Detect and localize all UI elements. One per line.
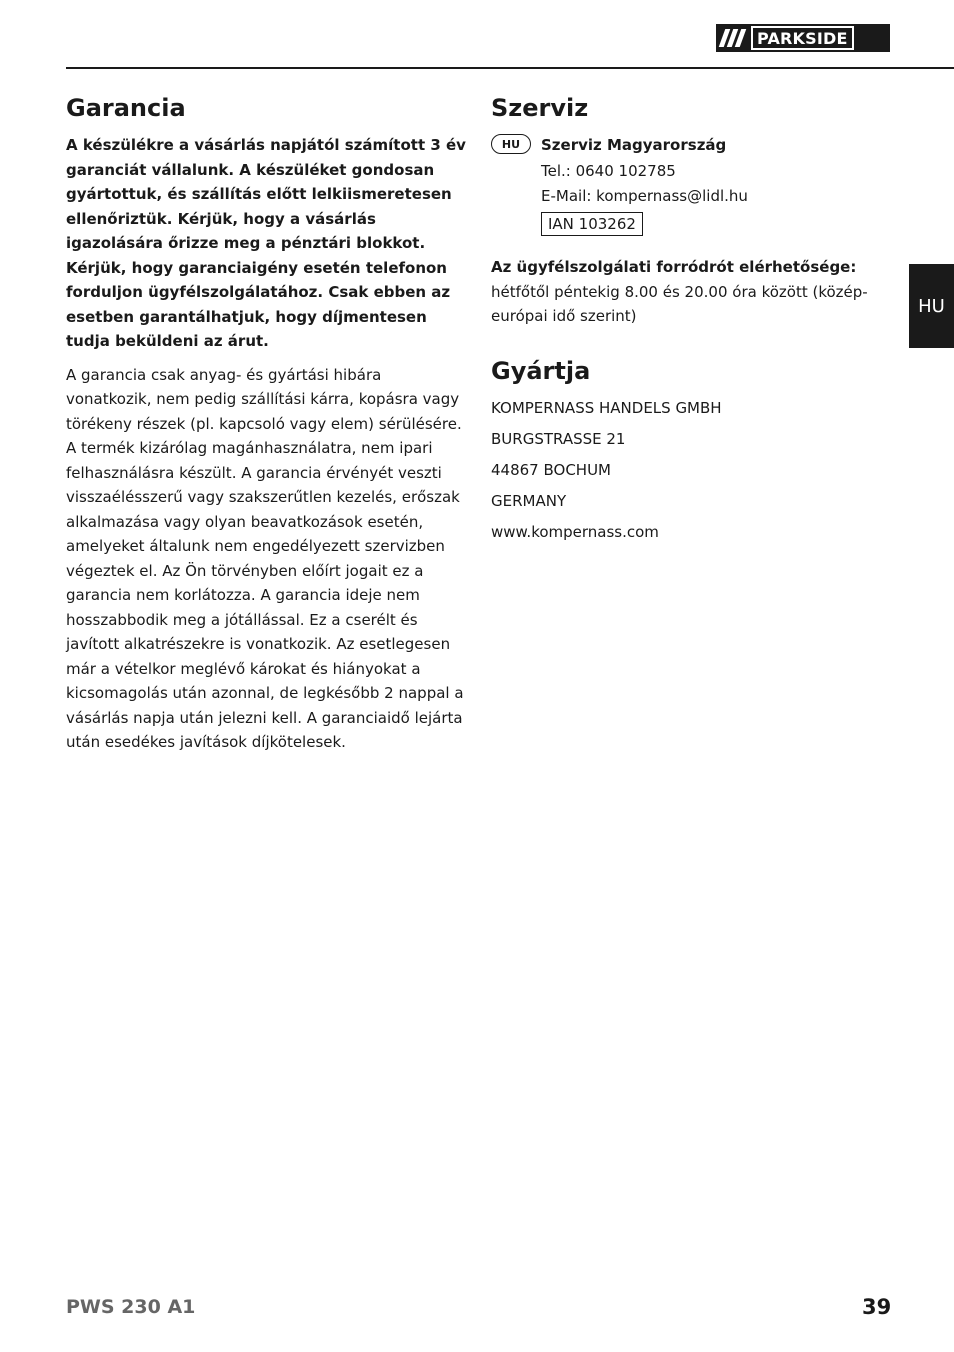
ian-box: IAN 103262 (541, 212, 643, 236)
logo-wordmark: PARKSIDE (751, 26, 854, 50)
garancia-title: Garancia (66, 94, 186, 122)
country-badge: HU (491, 134, 531, 154)
address-line: KOMPERNASS HANDELS GMBH (491, 398, 722, 417)
gyartja-title: Gyártja (491, 356, 591, 385)
service-name: Szerviz Magyarország (541, 136, 727, 154)
manufacturer-address (491, 393, 901, 548)
parkside-logo (716, 24, 890, 52)
garancia-intro: A készülékre a vásárlás napjától számított 3 év garanciát vállalunk. A készüléket gondosan gyártottuk, és szállítás előtt lelkiismeretesen ellenőriztük. Kérjük, hogy a vásárlás igazolására őrizze meg a pénztári blokkot. Kérjük, hogy garanciaigény esetén telefonon forduljon ügyfélszolgálatához. Csak ebben az esetben garantálhatjuk, hogy díjmentesen tudja beküldeni az árut. (66, 136, 466, 350)
left-column (66, 92, 470, 755)
website-link[interactable]: www.kompernass.com (491, 522, 659, 541)
hotline-text: hétfőtől péntekig 8.00 és 20.00 óra között (közép-európai idő szerint) (491, 282, 868, 325)
service-entry (491, 133, 901, 237)
garancia-body: A garancia csak anyag- és gyártási hibára vonatkozik, nem pedig szállítási kárra, kopásra vagy törékeny részek (pl. kapcsoló vagy elem) sérülésére. A termék kizárólag magánhasználatra, nem ipari felhasználásra készült. A garancia érvényét veszti visszaélésszerű vagy szakszerűtlen kezelés, erőszak alkalmazása vagy olyan beavatkozások esetén, amelyeket általunk nem engedélyezett szervizben végeztek el. Az Ön törvényben előírt jogait ez a garancia nem korlátozza. A garancia ideje nem hosszabbodik meg a jótállással. Ez a cserélt és javított alkatrészekre is vonatkozik. Az esetlegesen már a vételkor meglévő károkat és hiányokat a kicsomagolás után azonnal, de legkésőbb 2 nappal a vásárlás napja után jelezni kell. A garanciaidő lejárta után esedékes javítások díjkötelesek. (66, 365, 464, 751)
address-line: 44867 BOCHUM (491, 460, 611, 479)
szerviz-title: Szerviz (491, 94, 589, 122)
header-rule (66, 67, 954, 69)
service-phone: Tel.: 0640 102785 (541, 161, 676, 180)
address-line: GERMANY (491, 491, 567, 510)
footer-model: PWS 230 A1 (66, 1296, 196, 1318)
language-tab: HU (909, 264, 954, 348)
hotline-title: Az ügyfélszolgálati forródrót elérhetősége: (491, 258, 857, 276)
page-number: 39 (862, 1295, 892, 1319)
right-column (491, 92, 901, 548)
service-email: E-Mail: kompernass@lidl.hu (541, 187, 748, 205)
service-details (541, 133, 748, 237)
address-line: BURGSTRASSE 21 (491, 429, 626, 448)
logo-slashes-icon (722, 29, 743, 47)
